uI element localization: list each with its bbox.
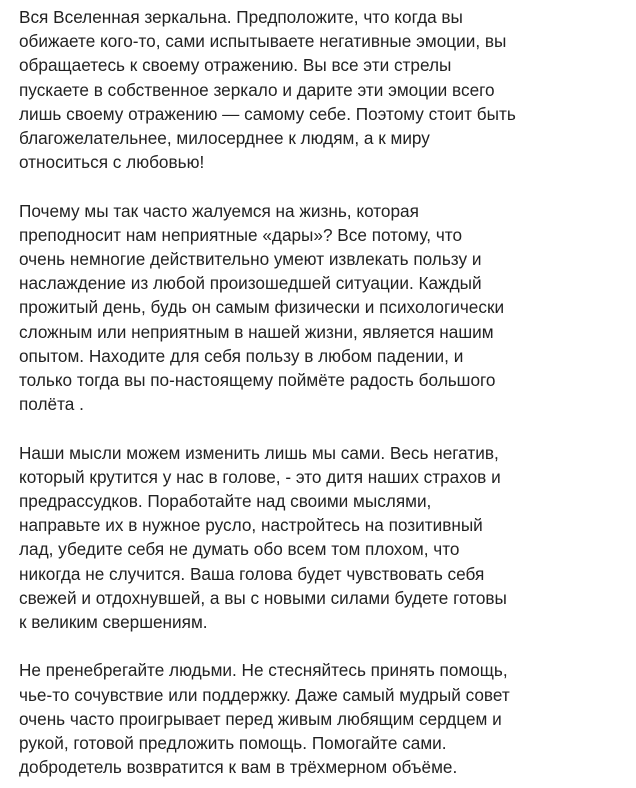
text-line: чье-то сочувствие или поддержку. Даже самый мудрый совет xyxy=(19,684,510,705)
text-line: предрассудков. Поработайте над своими мыслями, xyxy=(19,491,432,512)
paragraph-people xyxy=(19,658,624,779)
text-line: к великим свершениям. xyxy=(19,612,208,633)
paragraph-thoughts xyxy=(19,441,624,635)
text-line: очень немногие действительно умеют извлекать пользу и xyxy=(19,249,482,270)
text-line: преподносит нам неприятные «дары»? Все потому, что xyxy=(19,224,463,245)
text-line: сложным или неприятным в нашей жизни, является нашим xyxy=(19,321,494,342)
paragraph-complaints xyxy=(19,199,624,417)
text-line: направьте их в нужное русло, настройтесь на позитивный xyxy=(19,515,483,536)
text-line: полёта . xyxy=(19,394,84,415)
text-line: относиться с любовью! xyxy=(19,152,205,173)
text-line: Почему мы так часто жалуемся на жизнь, которая xyxy=(19,200,419,221)
text-line: обращаетесь к своему отражению. Вы все эти стрелы xyxy=(19,55,452,76)
text-line: который крутится у нас в голове, - это дитя наших страхов и xyxy=(19,466,501,487)
text-line: рукой, готовой предложить помощь. Помогайте сами. xyxy=(19,733,447,754)
text-line: Наши мысли можем изменить лишь мы сами. Весь негатив, xyxy=(19,442,499,463)
text-line: пускаете в собственное зеркало и дарите эти эмоции всего xyxy=(19,79,495,100)
text-line: лишь своему отражению — самому себе. Поэтому стоит быть xyxy=(19,103,516,124)
text-line: Вся Вселенная зеркальна. Предположите, что когда вы xyxy=(19,7,463,27)
text-line: лад, убедите себя не думать обо всем том плохом, что xyxy=(19,539,460,560)
text-line: очень часто проигрывает перед живым любящим сердцем и xyxy=(19,708,502,729)
text-line: обижаете кого-то, сами испытываете негативные эмоции, вы xyxy=(19,31,507,52)
text-line: опытом. Находите для себя пользу в любом падении, и xyxy=(19,345,464,366)
text-line: никогда не случится. Ваша голова будет чувствовать себя xyxy=(19,563,485,584)
text-line: наслаждение из любой произошедшей ситуации. Каждый xyxy=(19,273,482,294)
text-line: добродетель возвратится к вам в трёхмерном объёме. xyxy=(19,757,458,778)
text-line: Не пренебрегайте людьми. Не стесняйтесь принять помощь, xyxy=(19,660,508,681)
text-line: благожелательнее, милосерднее к людям, а к миру xyxy=(19,128,430,149)
text-line: только тогда вы по-настоящему поймёте радость большого xyxy=(19,370,496,391)
text-line: свежей и отдохнувшей, а вы с новыми силами будете готовы xyxy=(19,587,507,608)
paragraph-mirror-universe xyxy=(19,5,624,174)
text-line: прожитый день, будь он самым физически и психологически xyxy=(19,297,505,318)
